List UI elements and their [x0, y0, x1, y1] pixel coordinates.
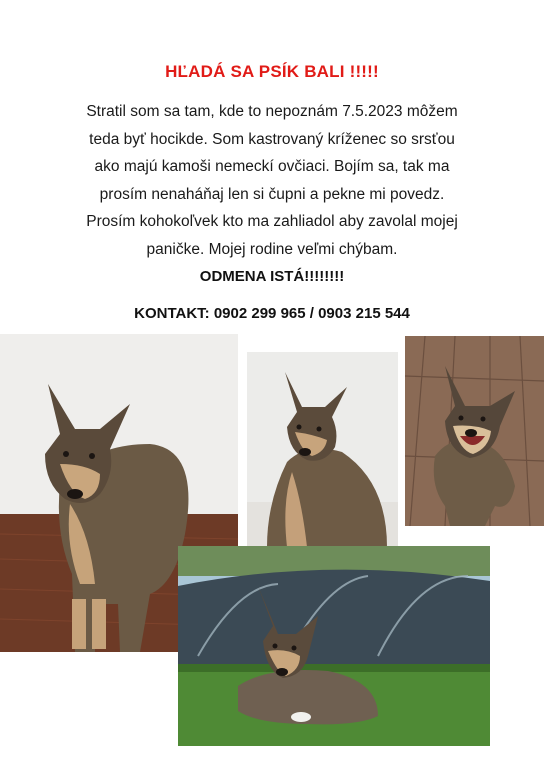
description-line: ako majú kamoši nemeckí ovčiaci. Bojím sa, tak ma — [94, 158, 450, 175]
description-line: Stratil som sa tam, kde to nepoznám 7.5.2023 môžem — [86, 103, 458, 120]
dog-photo-sitting — [247, 352, 398, 547]
reward-notice: ODMENA ISTÁ!!!!!!!! — [199, 268, 345, 285]
dog-photo-grass — [178, 546, 490, 746]
description-line: Prosím kohokoľvek kto ma zahliadol aby zavolal mojej — [86, 213, 458, 230]
poster-title: HĽADÁ SA PSÍK BALI !!!!! — [165, 62, 379, 81]
description-line: prosím nenaháňaj len si čupni a pekne mi povedz. — [99, 185, 445, 203]
description-line: paničke. Mojej rodine veľmi chýbam. — [146, 240, 398, 258]
dog-photo-floor — [405, 336, 544, 526]
poster-description — [50, 98, 494, 263]
contact-info: KONTAKT: 0902 299 965 / 0903 215 544 — [134, 305, 410, 322]
description-line: teda byť hocikde. Som kastrovaný kríženec so srsťou — [89, 130, 455, 148]
